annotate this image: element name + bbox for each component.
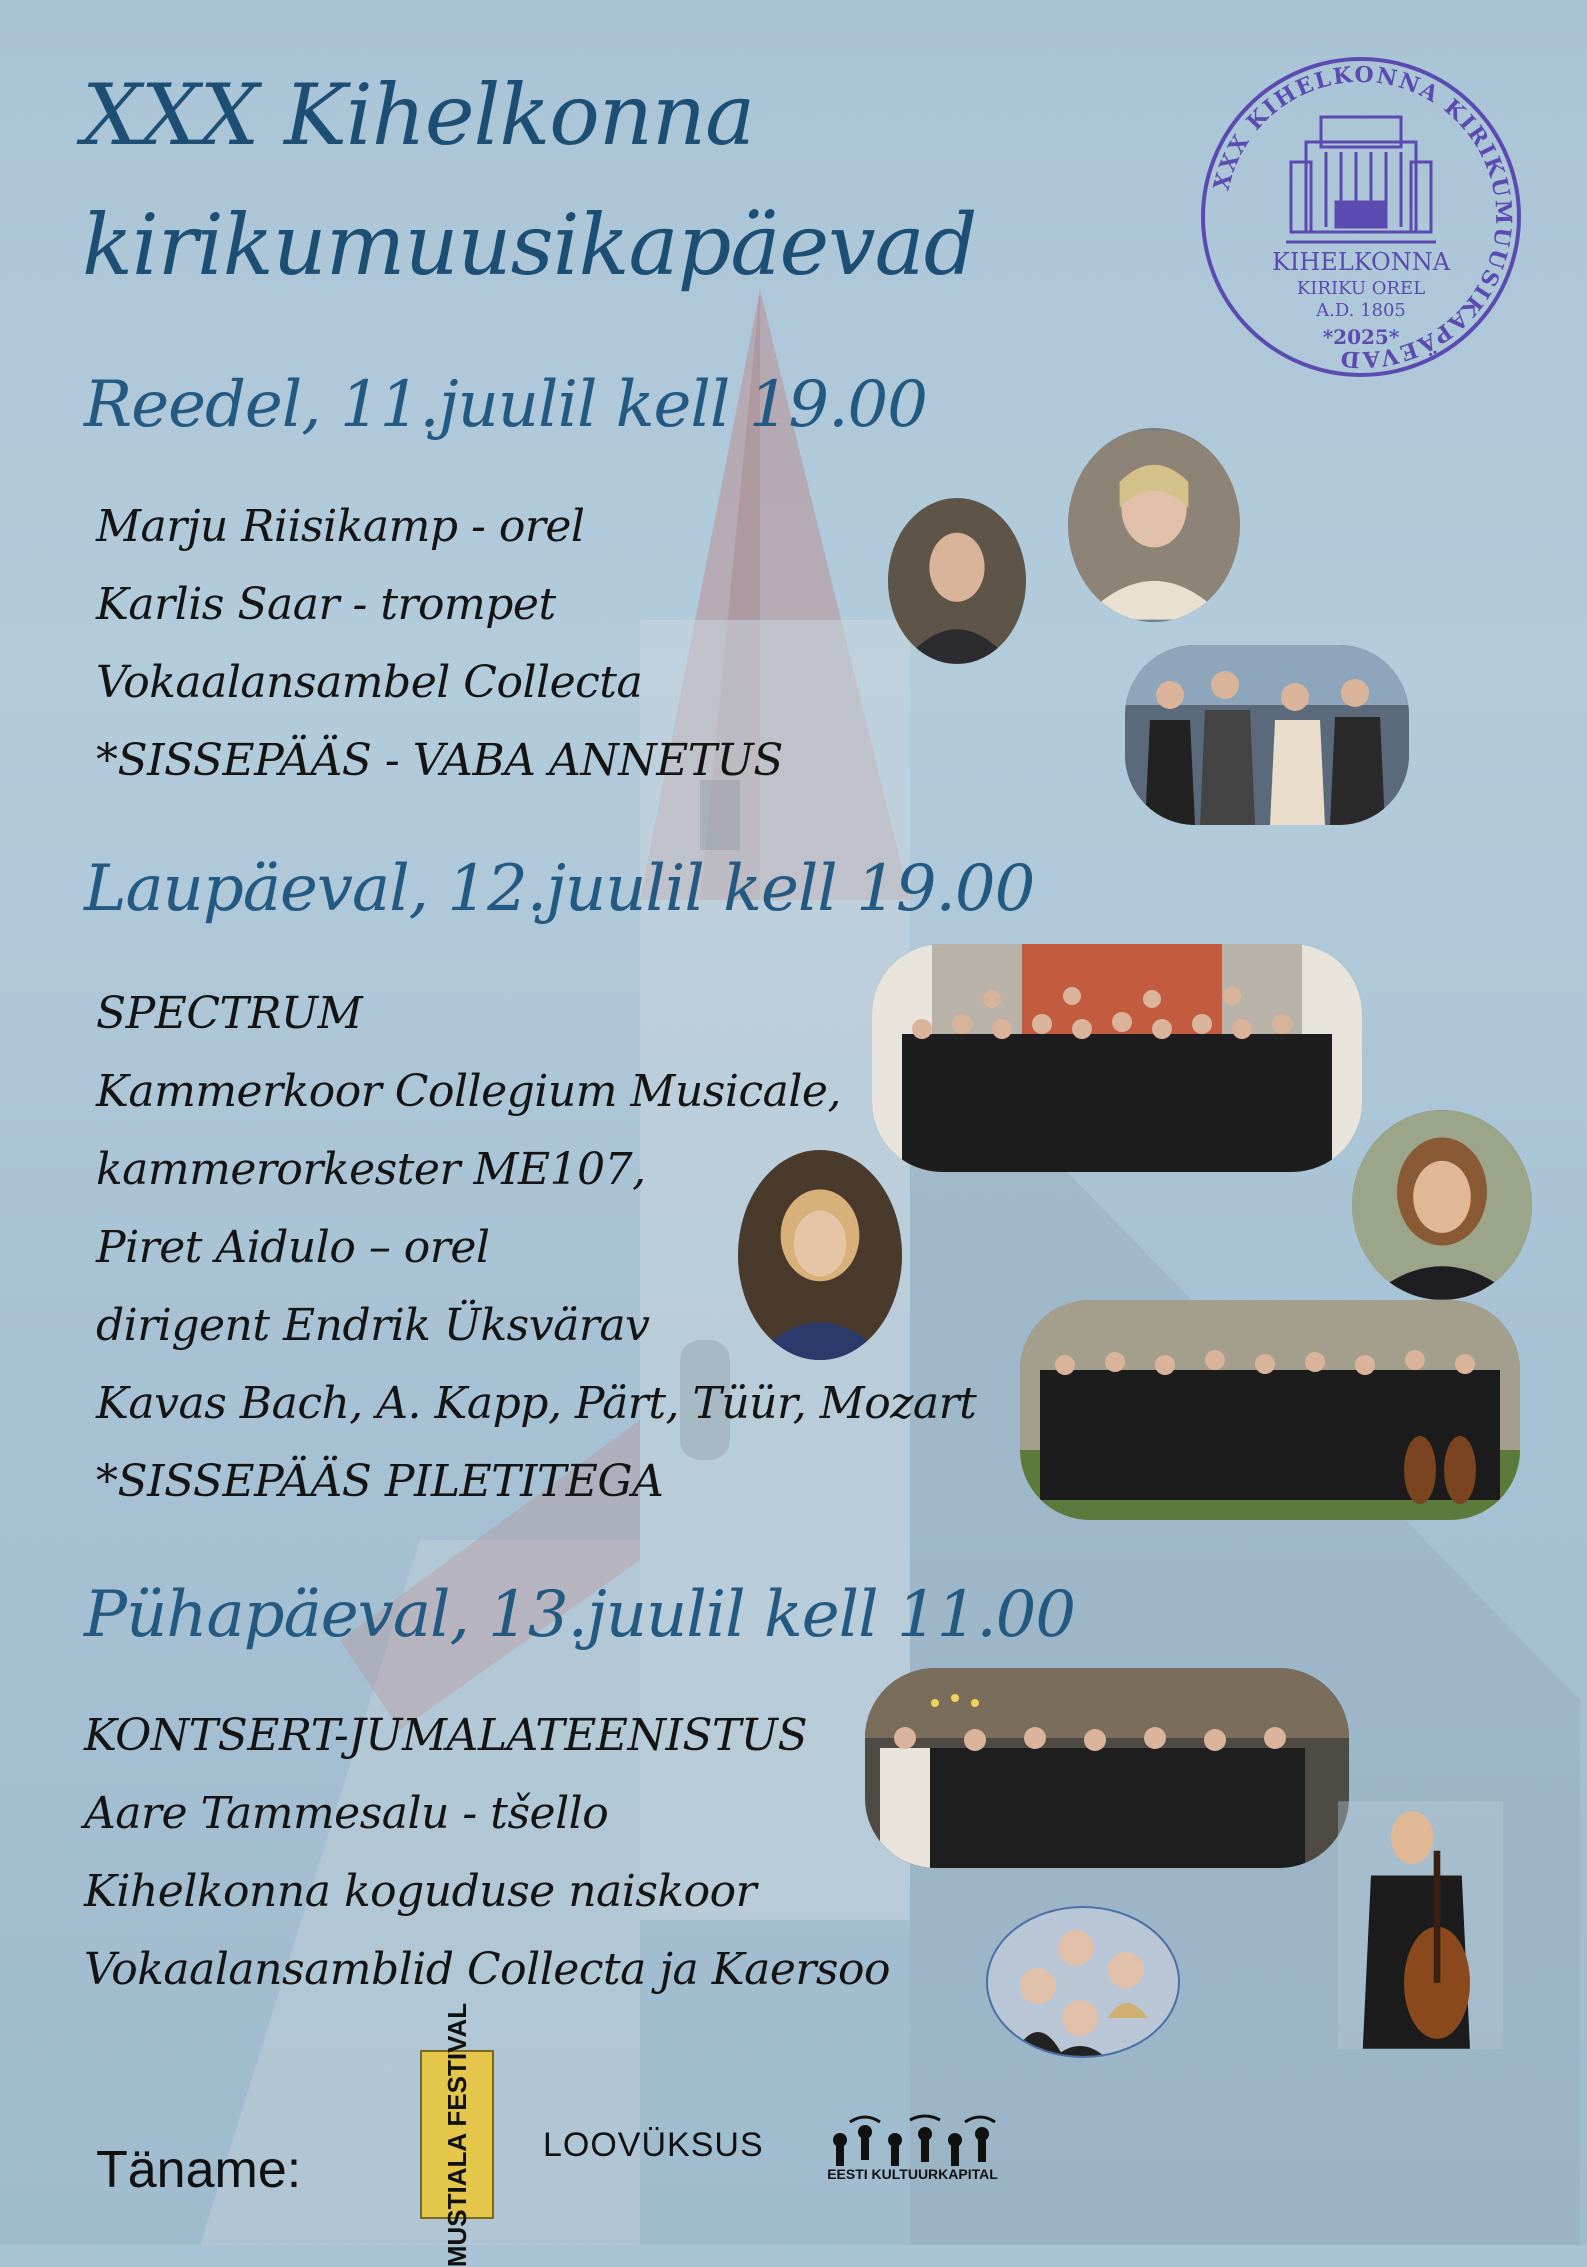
day-3-line: KONTSERT-JUMALATEENISTUS <box>84 1710 808 1761</box>
photo-vocal-ensembles-collage <box>986 1906 1180 2058</box>
title-line-1: XXX Kihelkonna <box>82 66 755 164</box>
organ-icon <box>1291 117 1431 232</box>
photo-conductor-portrait <box>1352 1110 1532 1300</box>
photo-chamber-choir <box>872 944 1362 1172</box>
photo-cellist <box>1338 1800 1503 2050</box>
day-1-line: Marju Riisikamp - orel <box>96 501 585 552</box>
day-1-line: *SISSEPÄÄS - VABA ANNETUS <box>96 735 783 786</box>
sponsor-mustiala-logo <box>420 2002 494 2267</box>
logo-line-4: *2025* <box>1322 325 1400 349</box>
day-2-line: dirigent Endrik Üksvärav <box>96 1300 650 1351</box>
day-2-heading: Laupäeval, 12.juulil kell 19.00 <box>84 852 1035 926</box>
logo-line-2: KIRIKU OREL <box>1296 278 1426 299</box>
day-2-line: SPECTRUM <box>96 988 363 1039</box>
sponsor-mustiala-text: MUSTIALA FESTIVAL <box>442 2002 472 2267</box>
photo-vocal-ensemble <box>1125 645 1409 825</box>
day-1-program <box>96 488 783 800</box>
day-3-line: Kihelkonna koguduse naiskoor <box>84 1866 757 1917</box>
logo-ring-text: XXX KIHELKONNA KIRIKUMUUSIKAPÄEVAD <box>1208 61 1517 373</box>
photo-organist-portrait <box>1068 428 1240 622</box>
day-2-line: Kavas Bach, A. Kapp, Pärt, Tüür, Mozart <box>96 1378 977 1429</box>
day-1-line: Karlis Saar - trompet <box>96 579 556 630</box>
logo-line-1: KIHELKONNA <box>1271 248 1451 276</box>
day-3-heading: Pühapäeval, 13.juulil kell 11.00 <box>84 1578 1076 1652</box>
festival-logo <box>1196 52 1526 382</box>
day-1-line: Vokaalansambel Collecta <box>96 657 643 708</box>
day-2-line: *SISSEPÄÄS PILETITEGA <box>96 1456 664 1507</box>
day-2-line: Piret Aidulo – orel <box>96 1222 490 1273</box>
photo-organist-2-portrait <box>738 1150 902 1360</box>
photo-trumpeter-portrait <box>888 498 1026 664</box>
day-2-line: Kammerkoor Collegium Musicale, <box>96 1066 841 1117</box>
day-1-heading: Reedel, 11.juulil kell 19.00 <box>84 368 927 442</box>
title-line-2: kirikumuusikapäevad <box>82 196 977 294</box>
thanks-label: Täname: <box>96 2141 302 2199</box>
day-3-program <box>84 1697 890 2009</box>
sponsor-loovuksus: LOOVÜKSUS <box>543 2126 764 2164</box>
day-2-line: kammerorkester ME107, <box>96 1144 646 1195</box>
sponsor-kulka-text: EESTI KULTUURKAPITAL <box>827 2166 998 2182</box>
day-3-line: Vokaalansamblid Collecta ja Kaersoo <box>84 1944 890 1995</box>
day-3-line: Aare Tammesalu - tšello <box>84 1788 609 1839</box>
photo-womens-choir <box>865 1668 1349 1868</box>
logo-line-3: A.D. 1805 <box>1316 300 1406 321</box>
photo-chamber-orchestra <box>1020 1300 1520 1520</box>
